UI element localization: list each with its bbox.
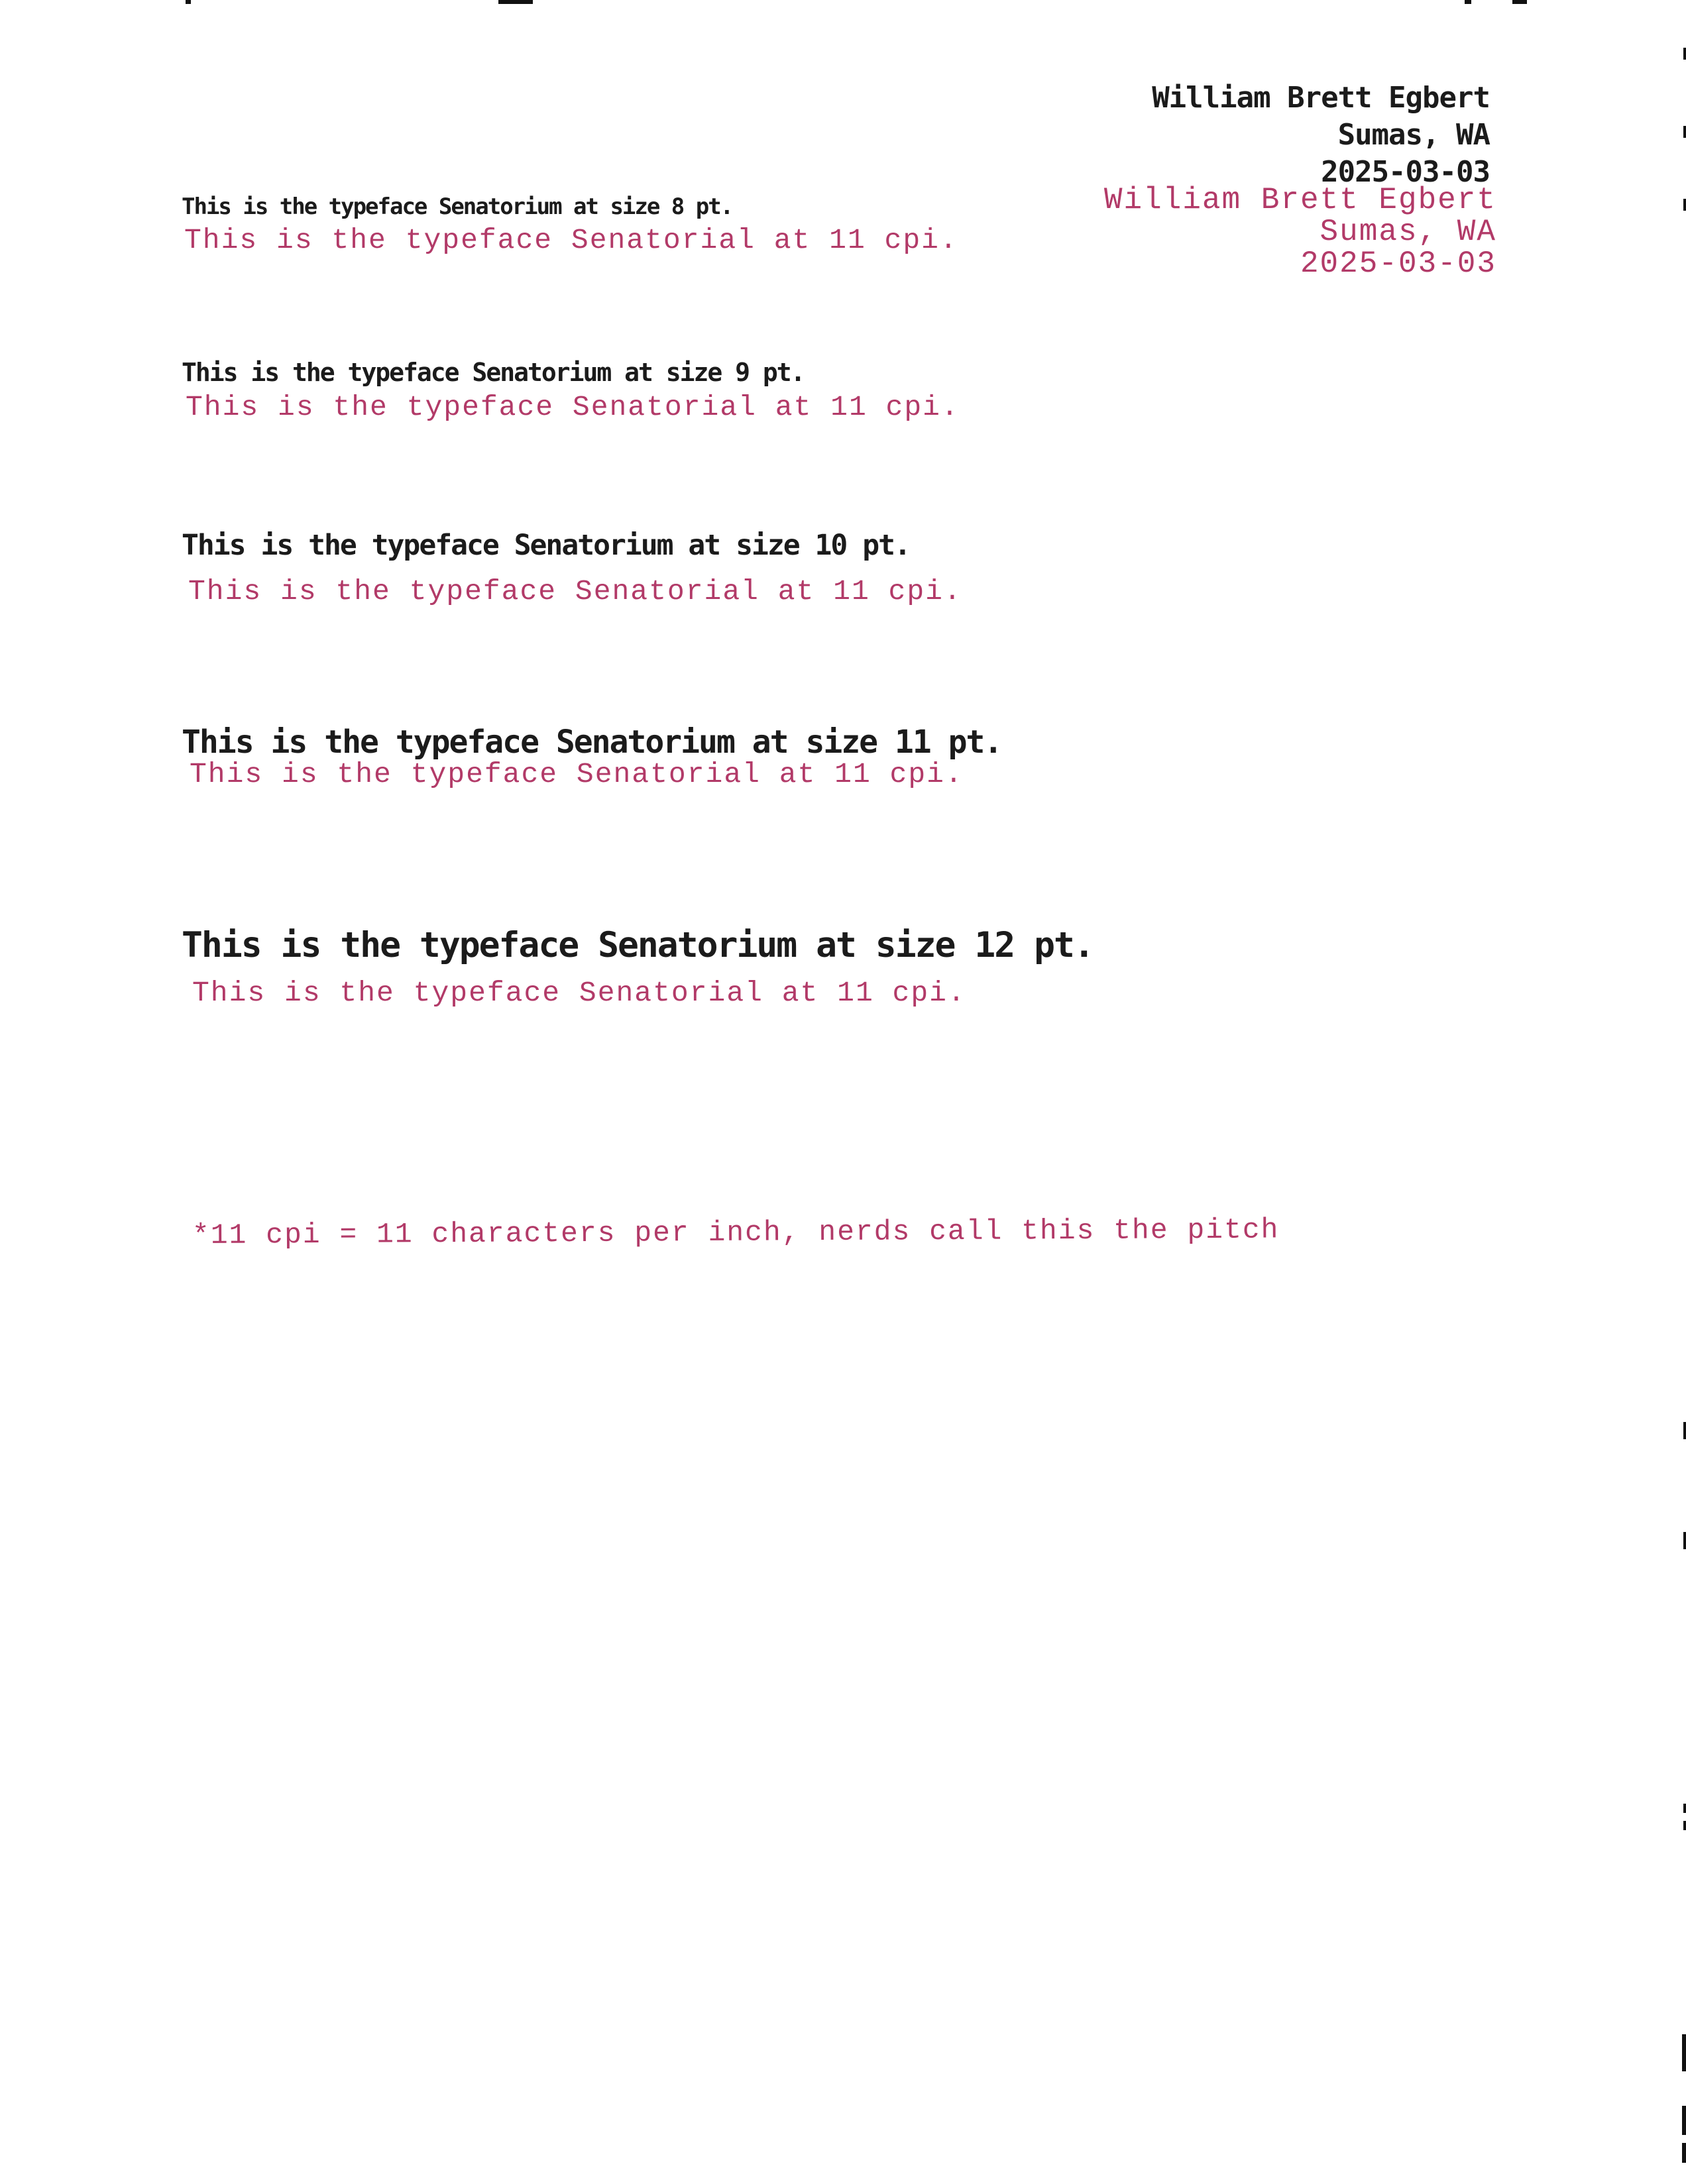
- scan-mark: [1683, 126, 1686, 138]
- scan-mark: [498, 0, 533, 4]
- senatorium-sample-11pt: This is the typeface Senatorium at size 11 pt.: [182, 724, 1002, 761]
- senatorial-sample: This is the typeface Senatorial at 11 cpi.: [184, 224, 958, 256]
- footnote: *11 cpi = 11 characters per inch, nerds call this the pitch: [192, 1213, 1280, 1252]
- scan-mark: [1682, 2106, 1686, 2135]
- document-date: 2025-03-03: [1321, 155, 1490, 189]
- scan-mark: [1683, 48, 1686, 60]
- scan-mark: [1683, 199, 1686, 211]
- scan-mark: [1683, 1422, 1686, 1439]
- author-location: Sumas, WA: [1337, 118, 1490, 152]
- senatorial-sample: This is the typeface Senatorial at 11 cpi.: [192, 977, 966, 1009]
- senatorial-sample: This is the typeface Senatorial at 11 cpi.: [188, 575, 962, 608]
- scan-mark: [1683, 1532, 1686, 1549]
- senatorium-sample-12pt: This is the typeface Senatorium at size 12 pt.: [182, 925, 1094, 965]
- author-location: Sumas, WA: [1320, 215, 1496, 249]
- header-senatorium: [1152, 80, 1490, 191]
- senatorium-sample-9pt: This is the typeface Senatorium at size 9 pt.: [182, 358, 805, 387]
- author-name: William Brett Egbert: [1103, 183, 1496, 217]
- senatorial-sample: This is the typeface Senatorial at 11 cpi.: [190, 758, 964, 791]
- scan-mark: [1683, 1821, 1686, 1830]
- senatorial-sample: This is the typeface Senatorial at 11 cpi.: [186, 391, 960, 423]
- scan-mark: [1512, 0, 1527, 4]
- senatorium-sample-10pt: This is the typeface Senatorium at size 10 pt.: [182, 529, 910, 562]
- scan-mark: [1465, 0, 1471, 4]
- header-senatorial: [1104, 184, 1496, 280]
- scan-mark: [1682, 2143, 1686, 2163]
- scan-mark: [1683, 1804, 1686, 1813]
- senatorium-sample-8pt: This is the typeface Senatorium at size 8 pt.: [182, 193, 733, 220]
- document-date: 2025-03-03: [1300, 246, 1496, 281]
- author-name: William Brett Egbert: [1152, 81, 1490, 115]
- scan-mark: [186, 0, 191, 4]
- scan-mark: [1682, 2034, 1686, 2071]
